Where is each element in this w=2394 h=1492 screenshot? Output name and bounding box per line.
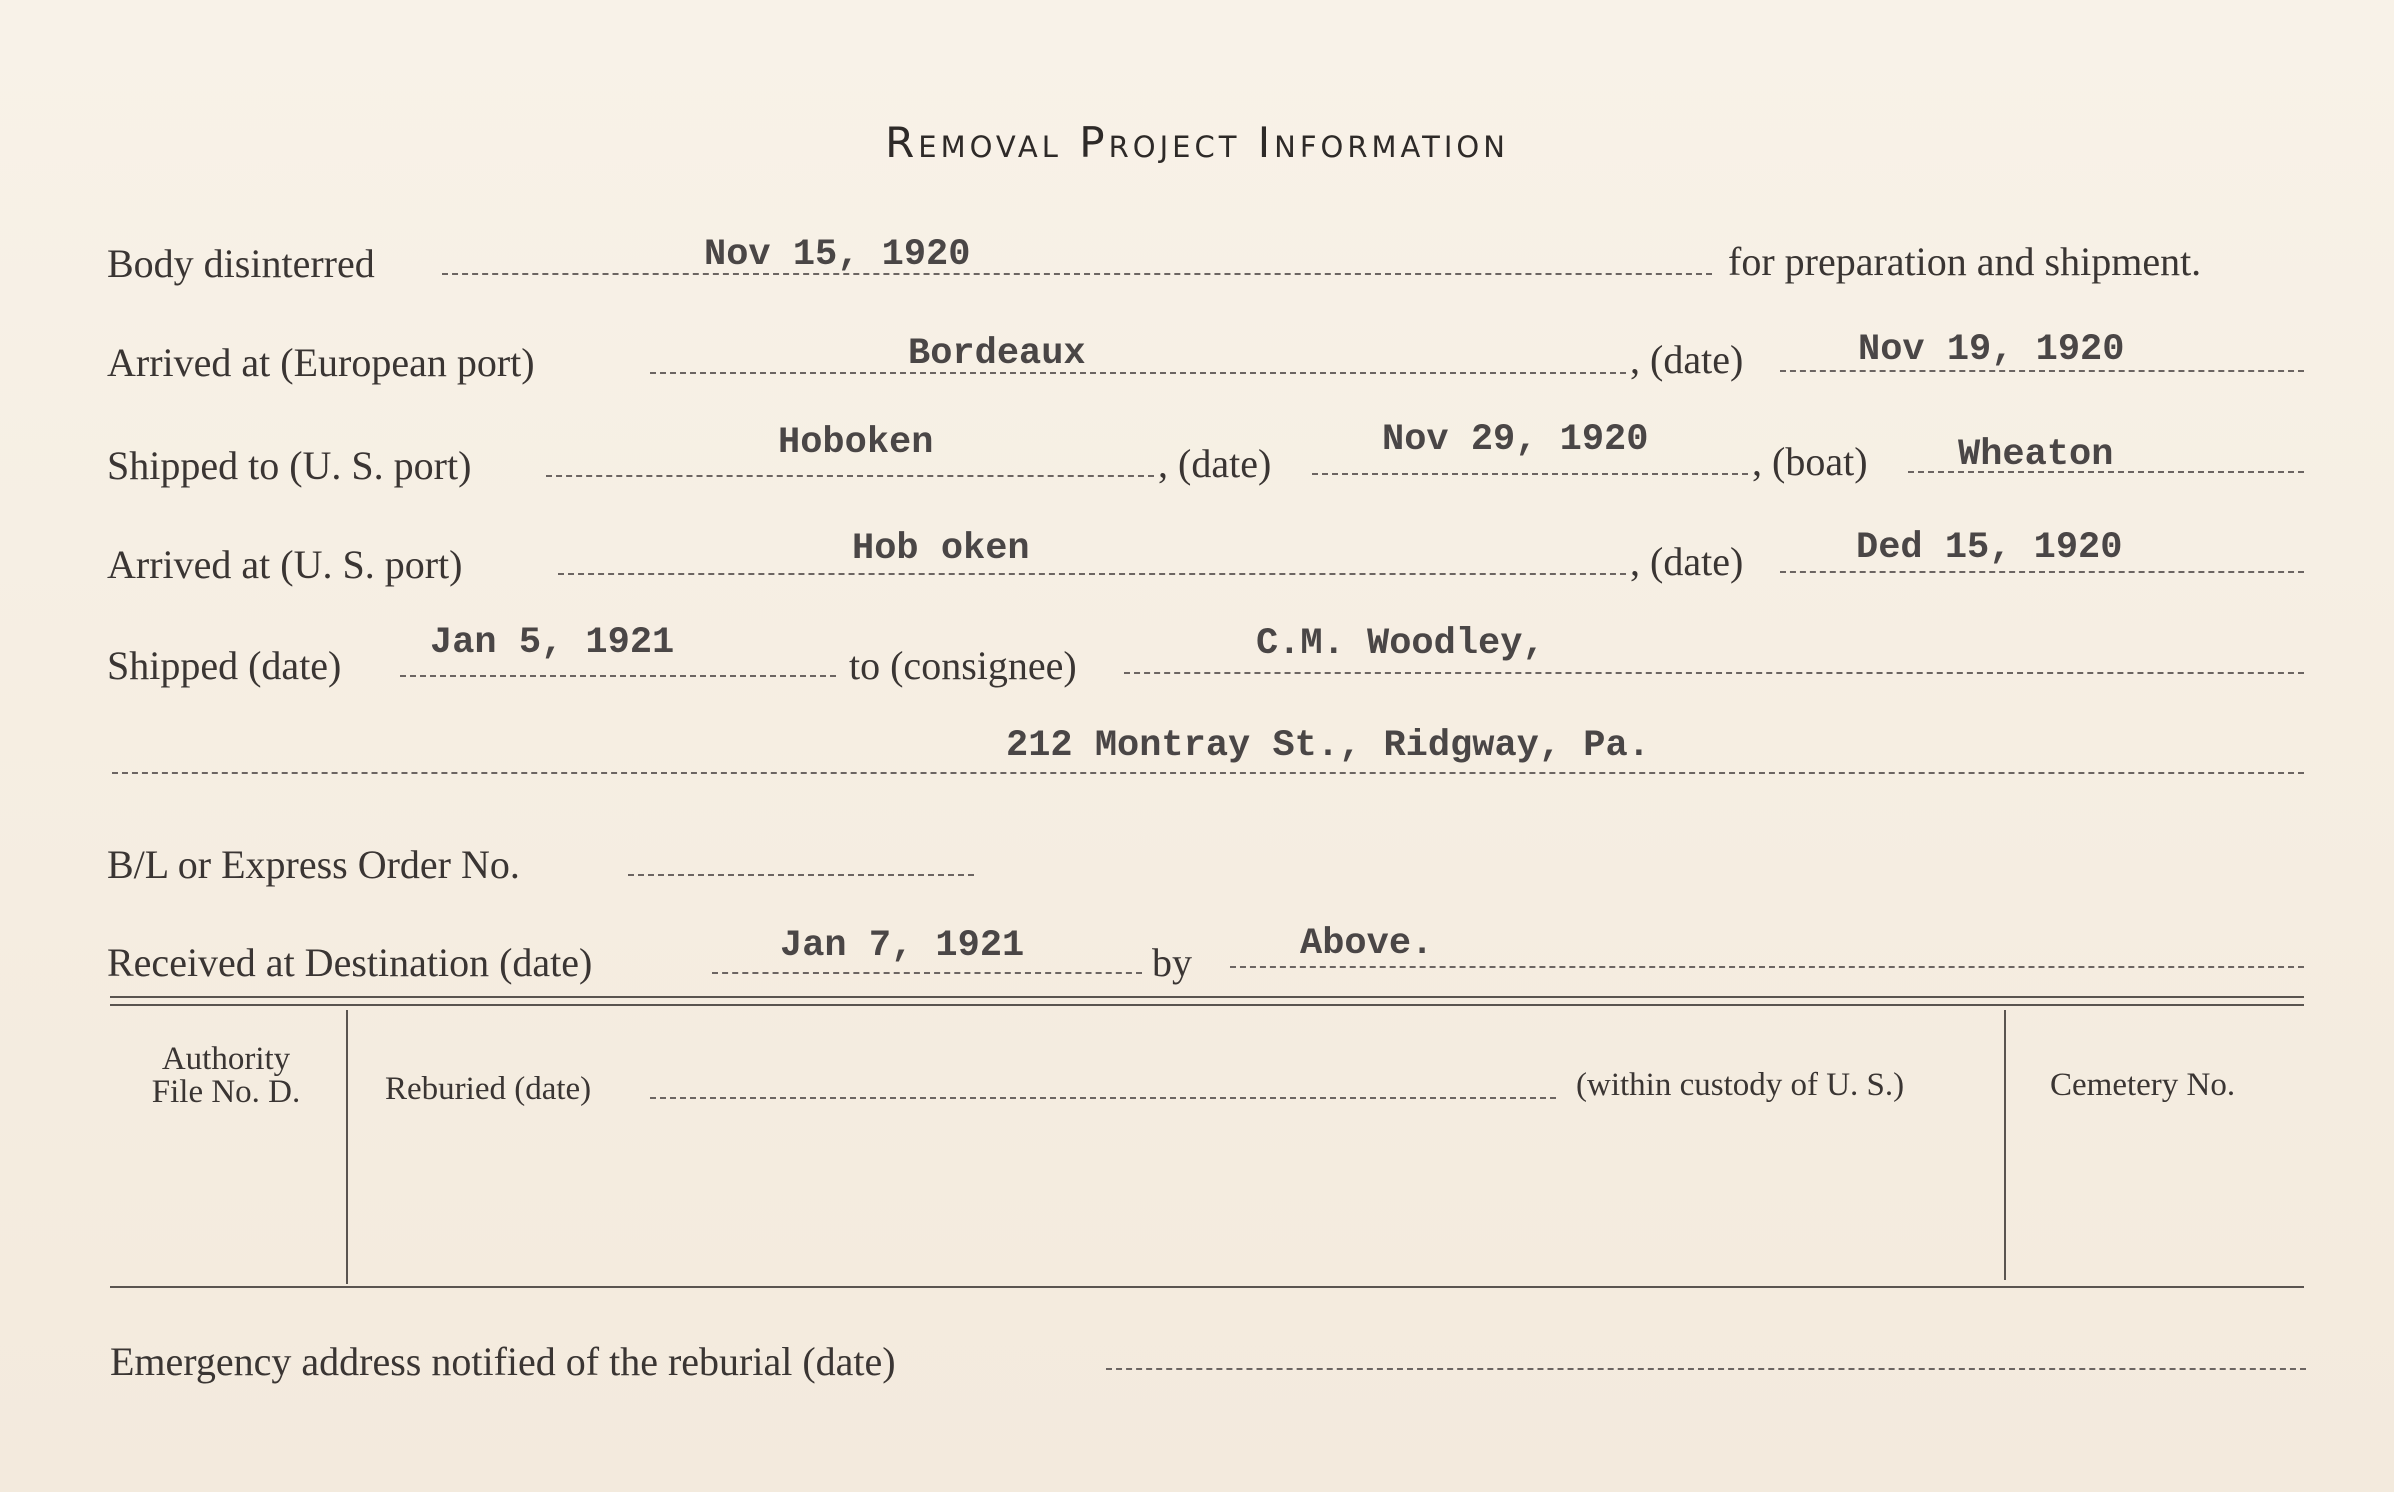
authority-label-line-1: Authority	[161, 1041, 291, 1077]
received-by: Above.	[1300, 923, 1434, 965]
authority-label-line-2: File No. D.	[151, 1074, 301, 1110]
cemetery-label: Cemetery No.	[2050, 1067, 2236, 1103]
authority-label	[110, 1043, 342, 1109]
reburied-label: Reburied (date)	[385, 1071, 592, 1107]
card-title: Removal Project Information	[885, 118, 1509, 167]
disinterred-line	[442, 273, 1712, 275]
arrived-us-date: Ded 15, 1920	[1856, 527, 2123, 569]
box-top-rule-1	[110, 996, 2304, 998]
disinterred-label: Body disinterred	[107, 241, 375, 286]
custody-label: (within custody of U. S.)	[1576, 1067, 1905, 1103]
emergency-label: Emergency address notified of the reburial (date)	[110, 1339, 896, 1384]
arrived-europe-label: Arrived at (European port)	[107, 340, 535, 385]
arrived-us-date-line	[1780, 571, 2304, 573]
consignee-label: to (consignee)	[849, 643, 1077, 688]
received-date-line	[712, 972, 1142, 974]
arrived-europe-date: Nov 19, 1920	[1858, 329, 2125, 371]
shipped-us-port-line	[546, 475, 1154, 477]
arrived-europe-port: Bordeaux	[908, 333, 1086, 375]
box-top-rule-2	[110, 1004, 2304, 1006]
shipped-date-line	[400, 675, 836, 677]
arrived-europe-port-line	[650, 372, 1626, 374]
received-by-label: by	[1152, 940, 1192, 985]
arrived-us-date-label: , (date)	[1630, 539, 1744, 584]
shipped-us-date: Nov 29, 1920	[1382, 419, 1649, 461]
shipped-us-date-line	[1312, 473, 1748, 475]
disinterred-suffix: for preparation and shipment.	[1728, 239, 2202, 284]
box-divider-left	[346, 1010, 348, 1284]
consignee-line	[1124, 672, 2304, 674]
bl-label: B/L or Express Order No.	[107, 842, 520, 887]
bl-line	[628, 874, 974, 876]
shipped-us-label: Shipped to (U. S. port)	[107, 443, 472, 488]
shipped-us-boat-label: , (boat)	[1752, 439, 1868, 484]
consignee-name: C.M. Woodley,	[1256, 623, 1545, 665]
address-line	[112, 772, 2304, 774]
received-label: Received at Destination (date)	[107, 940, 593, 985]
shipped-date: Jan 5, 1921	[430, 622, 675, 664]
arrived-us-port: Hob oken	[852, 528, 1030, 570]
emergency-line	[1106, 1368, 2306, 1370]
shipped-us-date-label: , (date)	[1158, 441, 1272, 486]
shipped-us-boat: Wheaton	[1958, 434, 2114, 476]
arrived-europe-date-label: , (date)	[1630, 337, 1744, 382]
arrived-us-port-line	[558, 573, 1626, 575]
shipped-label: Shipped (date)	[107, 643, 342, 688]
box-bottom-rule	[110, 1286, 2304, 1288]
reburied-line	[650, 1097, 1556, 1099]
arrived-us-label: Arrived at (U. S. port)	[107, 542, 463, 587]
consignee-address: 212 Montray St., Ridgway, Pa.	[1006, 725, 1650, 767]
received-by-line	[1230, 966, 2304, 968]
box-divider-right	[2004, 1010, 2006, 1280]
shipped-us-port: Hoboken	[778, 422, 934, 464]
disinterred-date: Nov 15, 1920	[704, 234, 971, 276]
received-date: Jan 7, 1921	[780, 925, 1025, 967]
